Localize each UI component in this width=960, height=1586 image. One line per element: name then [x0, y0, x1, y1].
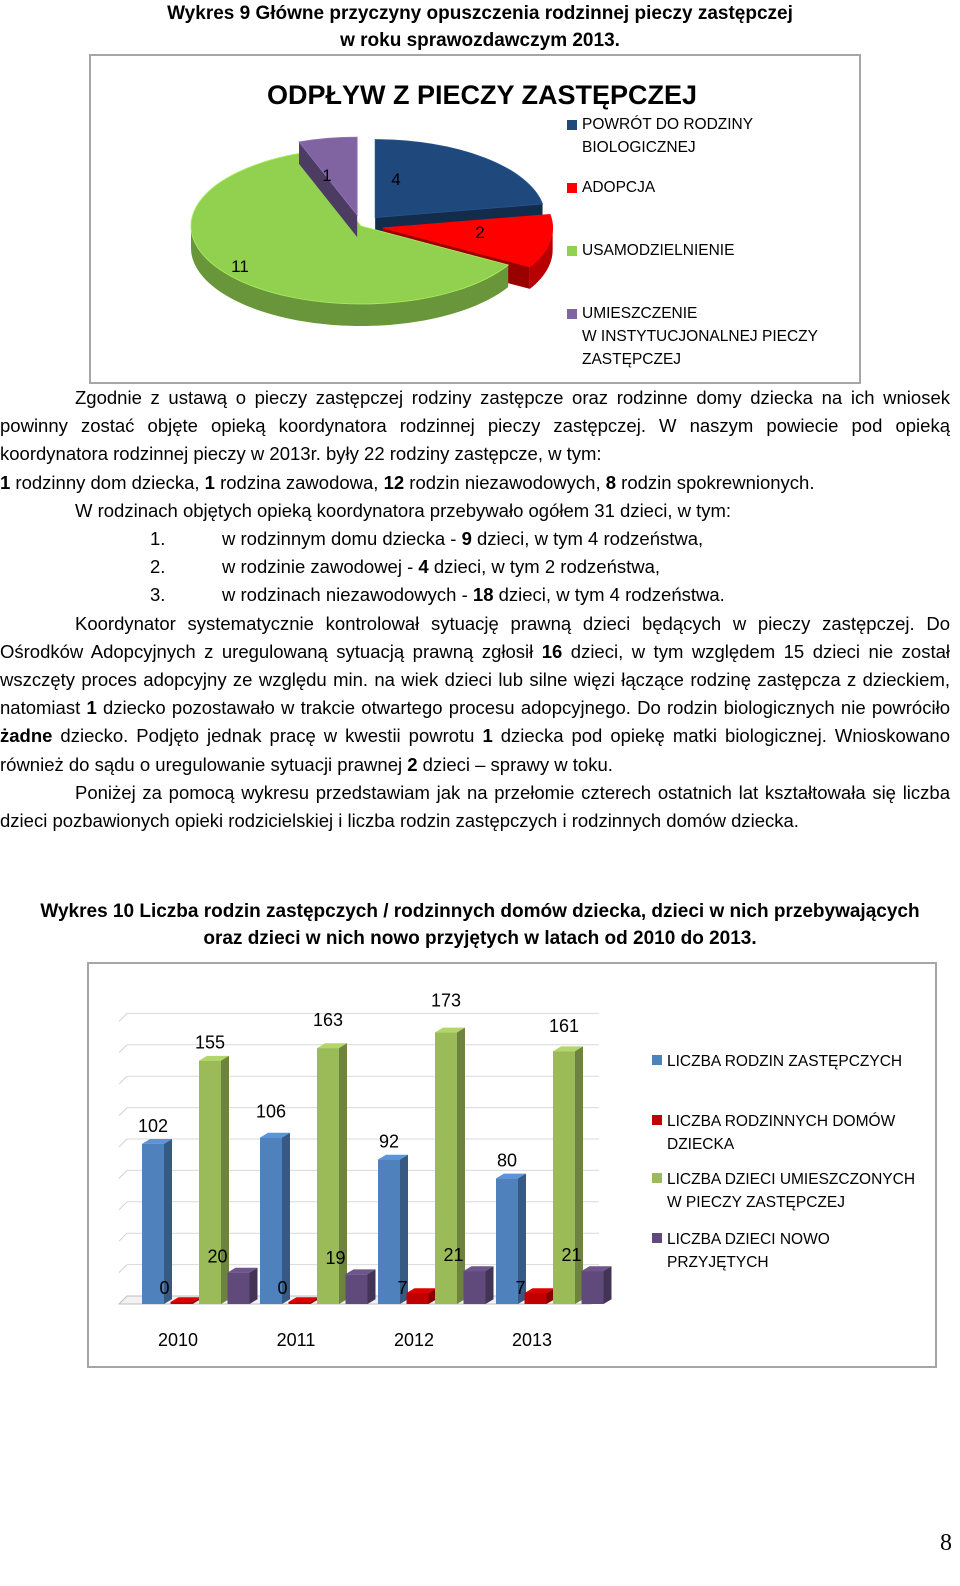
bar-front	[553, 1051, 575, 1304]
paragraph-3-part: żadne	[0, 725, 53, 747]
bar-front	[171, 1302, 193, 1304]
bar-data-label: 0	[159, 1278, 170, 1298]
bar-data-label: 80	[496, 1150, 518, 1171]
grid-line	[119, 1108, 127, 1116]
legend-marker	[652, 1055, 662, 1065]
legend-label: LICZBA DZIECI NOWO	[667, 1231, 830, 1248]
legend-label: PRZYJĘTYCH	[667, 1254, 769, 1271]
paragraph-2: W rodzinach objętych opieką koordynatora przebywało ogółem 31 dzieci, w tym:	[75, 499, 732, 521]
bar	[199, 1056, 229, 1304]
pie-title: ODPŁYW Z PIECZY ZASTĘPCZEJ	[267, 80, 698, 110]
paragraph-1	[0, 384, 950, 497]
legend-label: DZIECKA	[667, 1136, 735, 1153]
list-item-text	[222, 553, 660, 581]
grid-line	[119, 1013, 127, 1021]
bar-front	[228, 1273, 250, 1304]
paragraph-1-text: Zgodnie z ustawą o pieczy zastępczej rodziny zastępcze oraz rodzinne domy dziecka na ich wniosek powinny zostać objęte opieką koordynatora rodzinnej pieczy zastępczej. W naszym powiecie pod opieką koordynatora rodzinnej pieczy w 2013r. były 22 rodziny zastępcze, w tym:	[0, 387, 950, 465]
list-item	[0, 581, 950, 609]
bar-data-label: 102	[137, 1115, 169, 1136]
bar	[228, 1268, 258, 1304]
paragraph-3-part: dziecko. Podjęto jednak pracę w kwestii powrotu	[52, 725, 483, 747]
list-item-part: dzieci, w tym 4 rodzeństwa.	[493, 584, 725, 606]
bar-side	[575, 1046, 583, 1304]
bar-data-label: 92	[378, 1131, 400, 1152]
bar-data-label: 7	[515, 1278, 526, 1298]
caption-9-line-1: Wykres 9 Główne przyczyny opuszczenia rodzinnej pieczy zastępczej	[167, 3, 793, 24]
pie-data-label: 2	[475, 223, 485, 242]
counts-part: 12	[383, 471, 405, 493]
bar-data-label: 0	[277, 1278, 288, 1298]
legend-label: UMIESZCZENIE	[582, 305, 698, 322]
legend-marker	[567, 309, 577, 319]
paragraph-3-part: dzieci – sprawy w toku.	[417, 753, 613, 775]
paragraph-3	[0, 610, 950, 779]
grid-line	[119, 1170, 127, 1178]
bar	[407, 1288, 437, 1304]
page-number: 8	[940, 1530, 952, 1556]
counts-part: rodzin niezawodowych,	[404, 471, 606, 493]
pie-data-label: 1	[322, 166, 332, 185]
pie-chart-box	[89, 54, 861, 384]
list-item	[0, 525, 950, 553]
legend-label: LICZBA RODZINNYCH DOMÓW	[667, 1113, 896, 1130]
pie-data-label: 11	[231, 257, 249, 276]
figure-caption-9	[0, 0, 960, 54]
paragraph-4: Poniżej za pomocą wykresu przedstawiam jak na przełomie czterech ostatnich lat kształtowała się liczba dzieci pozbawionych opieki rodzicielskiej i liczba rodzin zastępczych i rodzinnych domów dziecka.	[0, 781, 950, 832]
bar-side	[604, 1266, 612, 1304]
legend-label: POWRÓT DO RODZINY	[582, 116, 754, 133]
grid-line	[119, 1233, 127, 1241]
list-item-text	[222, 525, 703, 553]
bar	[582, 1266, 612, 1304]
bar-data-label: 21	[561, 1245, 582, 1266]
bar-data-label: 19	[325, 1248, 346, 1269]
caption-9-line-2: w roku sprawozdawczym 2013.	[340, 30, 620, 51]
counts-part: rodzin spokrewnionych.	[616, 471, 815, 493]
list-item	[0, 553, 950, 581]
pie-data-label: 4	[391, 170, 401, 189]
paragraph-3-part: dzieci, w tym względem 15 dzieci nie został wszczęty proces adopcyjny ze względu min. na wiek dzieci lub silne więzi łączące rodzinę zastępcza z dzieckiem, natomiast	[0, 640, 950, 719]
x-tick-label: 2010	[157, 1330, 199, 1350]
legend-label: ZASTĘPCZEJ	[582, 351, 682, 368]
paragraph-3-part: 2	[407, 753, 418, 775]
bar-front	[407, 1293, 429, 1304]
caption-10-line-1: Wykres 10 Liczba rodzin zastępczych / rodzinnych domów dziecka, dzieci w nich przebywających	[40, 901, 920, 922]
list-item-part: w rodzinnym domu dziecka -	[222, 528, 462, 550]
list-item-part: 9	[461, 528, 472, 550]
bar-data-label: 7	[397, 1278, 408, 1298]
bar-front	[582, 1271, 604, 1304]
bar-data-label: 161	[548, 1016, 580, 1037]
caption-10-line-2: oraz dzieci w nich nowo przyjętych w latach od 2010 do 2013.	[203, 928, 757, 949]
bar-front	[464, 1271, 486, 1304]
bar-data-label: 163	[312, 1010, 344, 1031]
legend-marker	[567, 120, 577, 130]
legend-label: ADOPCJA	[582, 179, 656, 196]
list-item-part: dzieci, w tym 2 rodzeństwa,	[428, 556, 661, 578]
bar-data-label: 106	[255, 1101, 287, 1122]
bar-chart	[89, 964, 935, 1366]
paragraph-3-part: dziecka pod opiekę matki biologicznej. Wnioskowano również do sądu o uregulowanie sytuacji prawnej	[0, 725, 950, 775]
bar-data-label: 21	[443, 1245, 464, 1266]
bar-side	[250, 1268, 258, 1304]
bar-front	[199, 1061, 221, 1304]
paragraph-3-part: 1	[86, 697, 97, 719]
list-item-number: 2.	[150, 556, 166, 578]
bar-data-label: 173	[430, 990, 462, 1011]
list-item-text	[222, 581, 725, 609]
bar-side	[368, 1269, 376, 1304]
bar	[464, 1266, 494, 1304]
bar-data-label: 155	[194, 1032, 226, 1053]
legend-label: LICZBA RODZIN ZASTĘPCZYCH	[667, 1053, 903, 1070]
pie-chart	[91, 56, 859, 382]
counts-part: 1	[0, 471, 11, 493]
paragraph-3-part: 16	[541, 640, 563, 662]
counts-part: rodzina zawodowa,	[214, 471, 384, 493]
bar-side	[486, 1266, 494, 1304]
figure-caption-10	[0, 898, 960, 952]
bar	[525, 1288, 555, 1304]
grid-line	[119, 1202, 127, 1210]
list-item-part: 4	[418, 556, 429, 578]
grid-line	[119, 1265, 127, 1273]
grid-line	[119, 1076, 127, 1084]
list-item-part: dzieci, w tym 4 rodzeństwa,	[471, 528, 704, 550]
list-item-part: w rodzinach niezawodowych -	[222, 584, 473, 606]
body-text	[0, 384, 950, 835]
x-tick-label: 2013	[511, 1330, 553, 1350]
bar	[346, 1269, 376, 1304]
paragraph-1-counts	[0, 472, 815, 493]
legend-marker	[567, 183, 577, 193]
bar-front	[289, 1302, 311, 1304]
grid-line	[119, 1139, 127, 1147]
list-item-part: 18	[472, 584, 494, 606]
legend-marker	[567, 246, 577, 256]
grid-line	[119, 1045, 127, 1053]
legend-marker	[652, 1115, 662, 1125]
x-tick-label: 2011	[276, 1330, 316, 1350]
legend-label: W INSTYTUCJONALNEJ PIECZY	[582, 328, 818, 345]
bar-front	[525, 1293, 547, 1304]
bar-front	[346, 1274, 368, 1304]
legend-label: USAMODZIELNIENIE	[582, 242, 735, 259]
counts-part: 1	[204, 471, 215, 493]
children-list	[0, 525, 950, 610]
bar-side	[221, 1056, 229, 1304]
legend-label: LICZBA DZIECI UMIESZCZONYCH	[667, 1171, 916, 1188]
legend-marker	[652, 1233, 662, 1243]
list-item-number: 1.	[150, 528, 166, 550]
paragraph-3-part: 1	[482, 725, 493, 747]
legend-label: W PIECZY ZASTĘPCZEJ	[667, 1194, 845, 1211]
bar	[553, 1046, 583, 1304]
list-item-number: 3.	[150, 584, 166, 606]
paragraph-3-part: dziecko pozostawało w trakcie otwartego procesu adopcyjnego. Do rodzin biologicznych nie powróciło	[96, 697, 950, 719]
legend-marker	[652, 1173, 662, 1183]
legend-label: BIOLOGICZNEJ	[582, 139, 696, 156]
counts-part: rodzinny dom dziecka,	[10, 471, 205, 493]
bar-chart-box	[87, 962, 937, 1368]
counts-part: 8	[605, 471, 617, 493]
x-tick-label: 2012	[393, 1330, 435, 1350]
paragraph-3-part: Koordynator systematycznie kontrolował sytuację prawną dzieci będących w pieczy zastępczej. Do Ośrodków Adopcyjnych z uregulowaną sytuacją prawną zgłosił	[0, 612, 950, 662]
bar-data-label: 20	[207, 1246, 228, 1267]
grid-lines	[119, 1013, 599, 1304]
list-item-part: w rodzinie zawodowej -	[222, 556, 419, 578]
